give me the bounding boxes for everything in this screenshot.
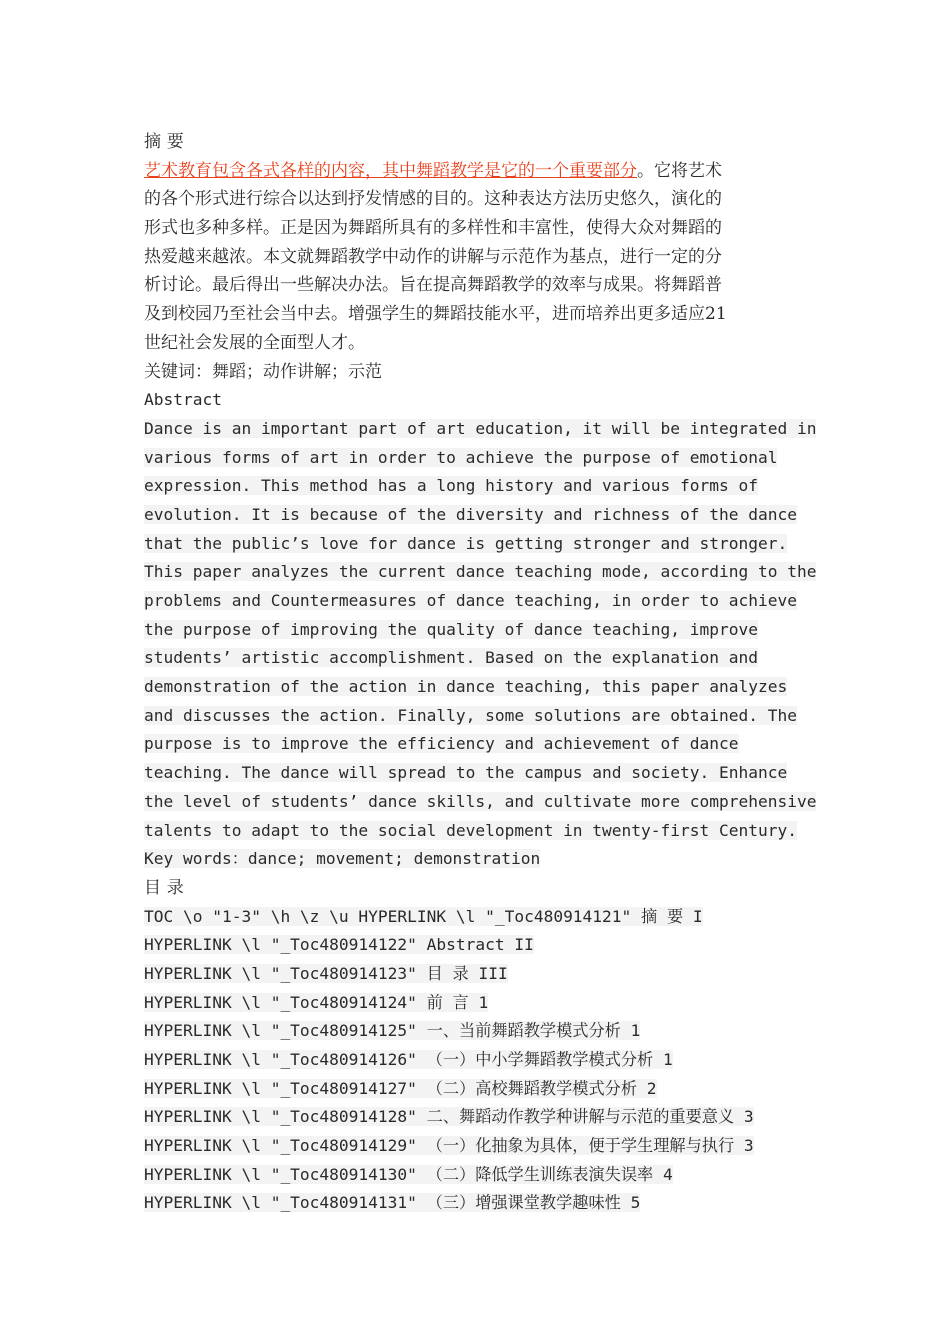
keywords-en: Key words：dance; movement; demonstration xyxy=(144,849,541,869)
abstract-cn-line: 世纪社会发展的全面型人才。 xyxy=(144,332,365,353)
keywords-cn: 关键词：舞蹈；动作讲解；示范 xyxy=(144,361,382,382)
toc-entry[interactable]: HYPERLINK \l "_Toc480914125" 一、当前舞蹈教学模式分析 1 xyxy=(144,1021,641,1041)
abstract-en-heading: Abstract xyxy=(144,390,222,410)
toc-entry[interactable]: HYPERLINK \l "_Toc480914124" 前 言 1 xyxy=(144,992,489,1012)
abstract-cn-hyperlink[interactable]: 艺术教育包含各式各样的内容，其中舞蹈教学是它的一个重要部分 xyxy=(144,160,637,181)
abstract-en-line: the purpose of improving the quality of dance teaching, improve xyxy=(144,619,758,639)
abstract-en-line: talents to adapt to the social development in twenty-first Century. xyxy=(144,820,797,840)
abstract-cn-line: 热爱越来越浓。本文就舞蹈教学中动作的讲解与示范作为基点，进行一定的分 xyxy=(144,246,722,267)
toc-entry[interactable]: TOC \o "1-3" \h \z \u HYPERLINK \l "_Toc480914121" 摘 要 I xyxy=(144,906,703,926)
abstract-en-line: that the public’s love for dance is getting stronger and stronger. xyxy=(144,533,788,553)
toc-entry[interactable]: HYPERLINK \l "_Toc480914129" （一）化抽象为具体，便于学生理解与执行 3 xyxy=(144,1136,754,1156)
abstract-en-line: teaching. The dance will spread to the campus and society. Enhance xyxy=(144,763,788,783)
abstract-en-line: the level of students’ dance skills, and cultivate more comprehensive xyxy=(144,791,817,811)
abstract-cn-line-1 xyxy=(144,157,814,186)
toc-entry[interactable]: HYPERLINK \l "_Toc480914130" （二）降低学生训练表演失误率 4 xyxy=(144,1164,673,1184)
abstract-en-line: various forms of art in order to achieve the purpose of emotional xyxy=(144,447,778,467)
toc-entry[interactable]: HYPERLINK \l "_Toc480914123" 目 录 III xyxy=(144,963,508,983)
abstract-en-line: and discusses the action. Finally, some solutions are obtained. The xyxy=(144,705,797,725)
abstract-en-line: problems and Countermeasures of dance teaching, in order to achieve xyxy=(144,591,797,610)
toc-entry[interactable]: HYPERLINK \l "_Toc480914126" （一）中小学舞蹈教学模式分析 1 xyxy=(144,1050,673,1069)
toc-entry[interactable]: HYPERLINK \l "_Toc480914128" 二、舞蹈动作教学种讲解与示范的重要意义 3 xyxy=(144,1107,754,1127)
abstract-cn-line: 析讨论。最后得出一些解决办法。旨在提高舞蹈教学的效率与成果。将舞蹈普 xyxy=(144,275,722,296)
toc-entry[interactable]: HYPERLINK \l "_Toc480914131" （三）增强课堂教学趣味性 5 xyxy=(144,1193,641,1213)
document-page xyxy=(144,128,817,1218)
abstract-en-line: evolution. It is because of the diversity and richness of the dance xyxy=(144,504,797,524)
abstract-en-line: demonstration of the action in dance teaching, this paper analyzes xyxy=(144,677,788,697)
toc-entry[interactable]: HYPERLINK \l "_Toc480914122" Abstract II xyxy=(144,935,534,955)
abstract-en-line: This paper analyzes the current dance teaching mode, according to the xyxy=(144,562,817,582)
toc-heading: 目 录 xyxy=(144,877,185,898)
abstract-en-line: purpose is to improve the efficiency and achievement of dance xyxy=(144,734,739,754)
toc-entry[interactable]: HYPERLINK \l "_Toc480914127" （二）高校舞蹈教学模式分析 2 xyxy=(144,1078,657,1098)
abstract-cn-line: 及到校园乃至社会当中去。增强学生的舞蹈技能水平，进而培养出更多适应21 xyxy=(144,304,727,325)
abstract-en-line: expression. This method has a long history and various forms of xyxy=(144,476,758,496)
abstract-cn-line: 形式也多种多样。正是因为舞蹈所具有的多样性和丰富性，使得大众对舞蹈的 xyxy=(144,218,722,239)
abstract-cn-heading: 摘 要 xyxy=(144,132,185,152)
abstract-en-line: Dance is an important part of art education, it will be integrated in xyxy=(144,418,817,438)
abstract-cn-line-1-rest: 。它将艺术 xyxy=(637,160,722,181)
abstract-en-line: students’ artistic accomplishment. Based on the explanation and xyxy=(144,648,758,668)
abstract-cn-line: 的各个形式进行综合以达到抒发情感的目的。这种表达方法历史悠久，演化的 xyxy=(144,189,722,210)
